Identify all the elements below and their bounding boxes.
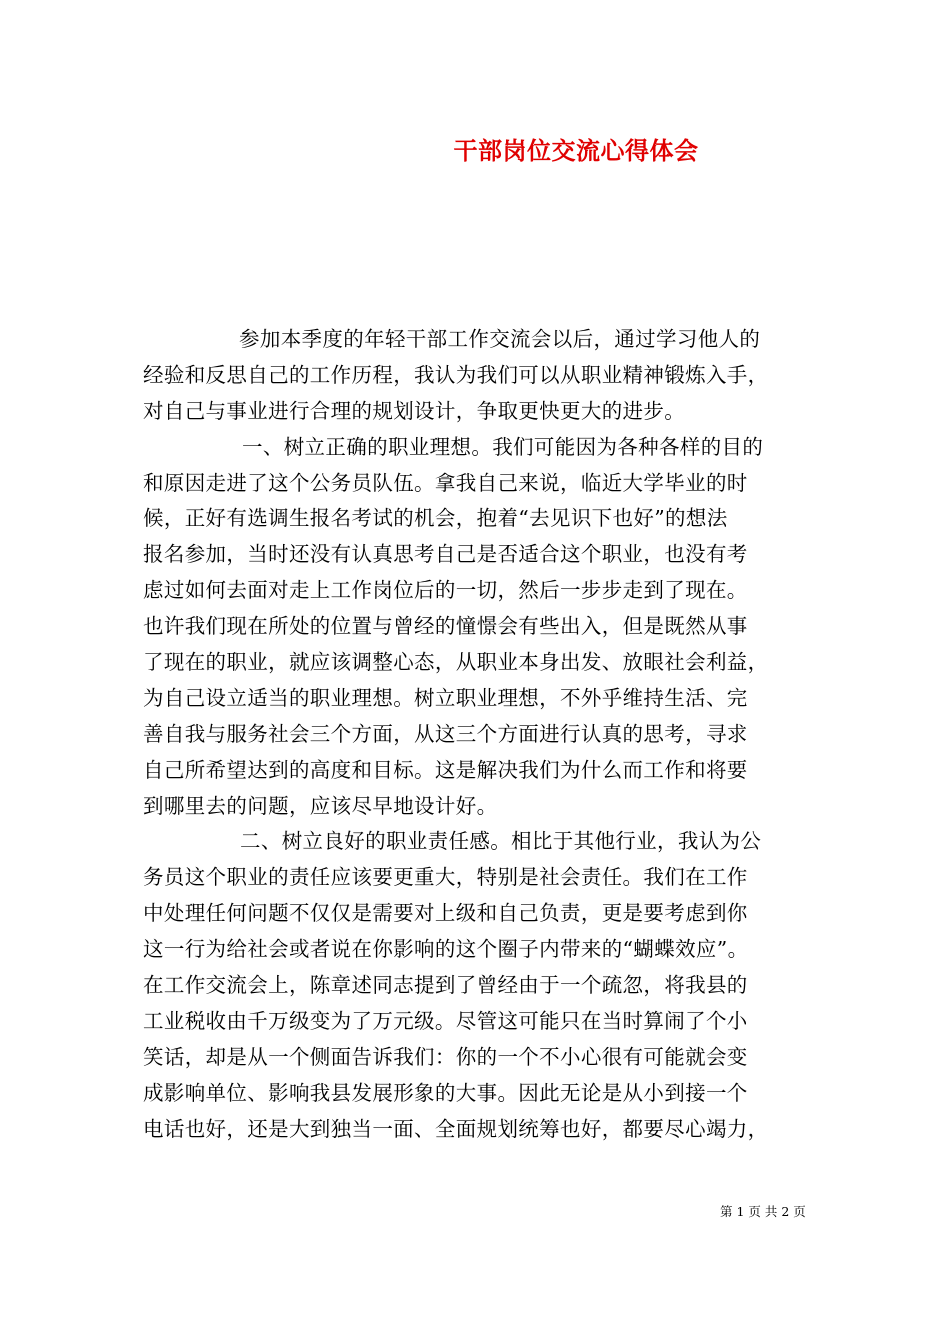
document-title: 干部岗位交流心得体会 <box>453 136 699 165</box>
body-line: 也许我们现在所处的位置与曾经的憧憬会有些出入，但是既然从事 <box>143 614 748 639</box>
body-line: 报名参加，当时还没有认真思考自己是否适合这个职业，也没有考 <box>143 542 748 567</box>
body-line: 了现在的职业，就应该调整心态，从职业本身出发、放眼社会利益， <box>143 650 769 675</box>
page-number-footer: 第 1 页 共 2 页 <box>720 1204 806 1219</box>
body-line: 候，正好有选调生报名考试的机会，抱着“去见识下也好”的想法 <box>143 506 728 531</box>
body-line: 二、树立良好的职业责任感。相比于其他行业，我认为公 <box>240 829 762 854</box>
body-line: 这一行为给社会或者说在你影响的这个圈子内带来的“蝴蝶效应”。 <box>143 937 749 962</box>
document-body <box>143 322 823 1147</box>
body-line: 笑话，却是从一个侧面告诉我们：你的一个不小心很有可能就会变 <box>143 1044 748 1069</box>
body-line: 电话也好，还是大到独当一面、全面规划统筹也好，都要尽心竭力， <box>143 1116 769 1141</box>
body-line: 和原因走进了这个公务员队伍。拿我自己来说，临近大学毕业的时 <box>143 470 748 495</box>
body-line: 为自己设立适当的职业理想。树立职业理想，不外乎维持生活、完 <box>143 685 748 710</box>
body-line: 工业税收由千万级变为了万元级。尽管这可能只在当时算闹了个小 <box>143 1008 748 1033</box>
body-line: 成影响单位、影响我县发展形象的大事。因此无论是从小到接一个 <box>143 1080 748 1105</box>
body-line: 务员这个职业的责任应该要更重大，特别是社会责任。我们在工作 <box>143 865 748 890</box>
body-line: 善自我与服务社会三个方面，从这三个方面进行认真的思考，寻求 <box>143 721 748 746</box>
body-line: 虑过如何去面对走上工作岗位后的一切，然后一步步走到了现在。 <box>143 578 748 603</box>
body-line: 自己所希望达到的高度和目标。这是解决我们为什么而工作和将要 <box>143 757 748 782</box>
body-line: 到哪里去的问题，应该尽早地设计好。 <box>143 793 498 818</box>
body-line: 经验和反思自己的工作历程，我认为我们可以从职业精神锻炼入手， <box>143 362 769 387</box>
body-line: 一、树立正确的职业理想。我们可能因为各种各样的目的 <box>242 434 764 459</box>
body-line: 参加本季度的年轻干部工作交流会以后，通过学习他人的 <box>239 327 761 351</box>
body-line: 中处理任何问题不仅仅是需要对上级和自己负责，更是要考虑到你 <box>143 901 748 926</box>
body-line: 在工作交流会上，陈章述同志提到了曾经由于一个疏忽，将我县的 <box>143 973 748 998</box>
body-line: 对自己与事业进行合理的规划设计，争取更快更大的进步。 <box>143 398 686 423</box>
